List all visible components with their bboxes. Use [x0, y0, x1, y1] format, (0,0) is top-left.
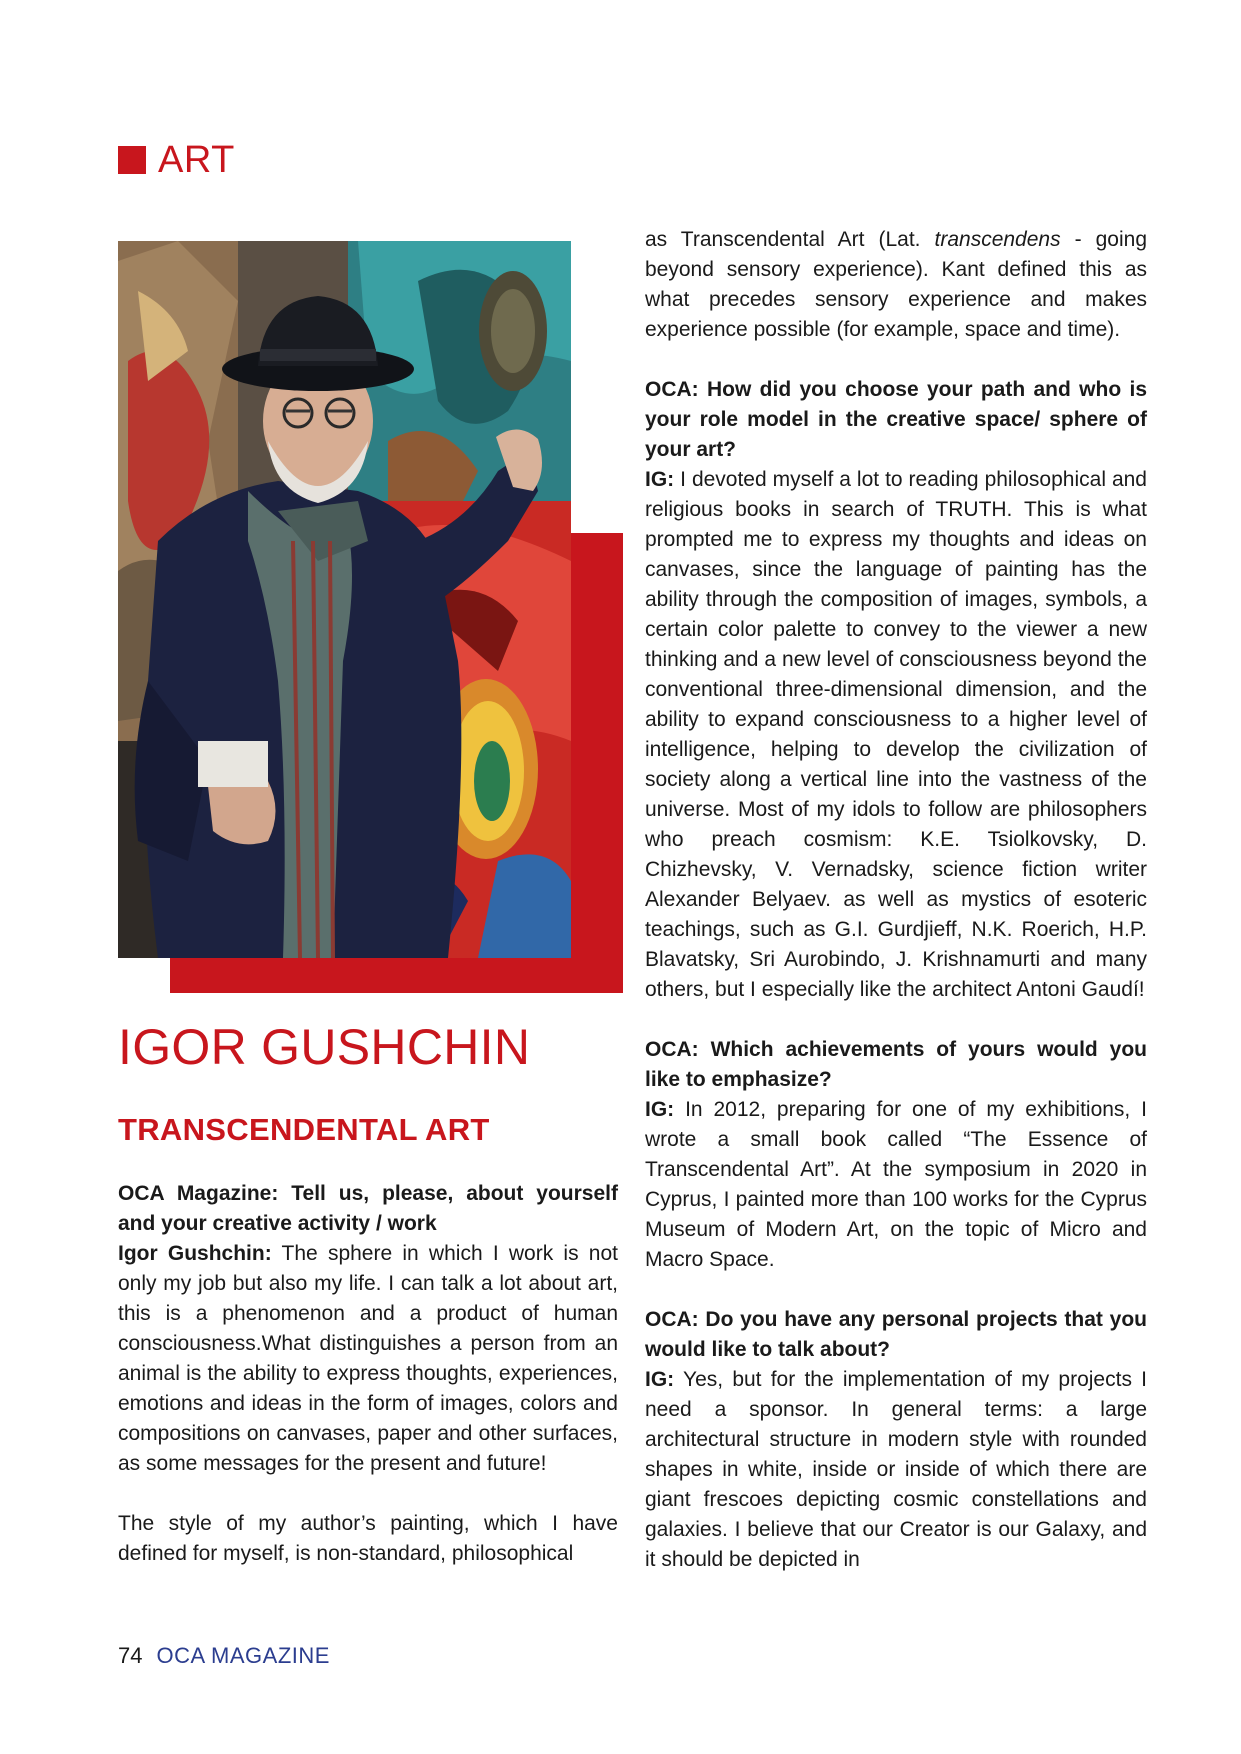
question-3: OCA: Which achievements of yours would you like to emphasize?	[645, 1038, 1147, 1091]
answer-4-text: Yes, but for the implementation of my projects I need a sponsor. In general terms: a large architectural structure in modern style with rounded shapes in white, inside or inside of which there are giant frescoes depicting cosmic constellations and galaxies. I believe that our Creator is our Galaxy, and it should be depicted in	[645, 1368, 1147, 1571]
left-column	[118, 1179, 618, 1569]
section-square-icon	[118, 146, 146, 174]
section-label: ART	[158, 139, 235, 181]
question-1: OCA Magazine: Tell us, please, about yourself and your creative activity / work	[118, 1182, 618, 1235]
question-2: OCA: How did you choose your path and who is your role model in the creative space/ sphere of your art?	[645, 378, 1147, 461]
paragraph-style: The style of my author’s painting, which I have defined for myself, is non-standard, philosophical	[118, 1512, 618, 1565]
answer-1-speaker: Igor Gushchin:	[118, 1242, 272, 1265]
paragraph-gap	[118, 1479, 618, 1509]
magazine-name: OCA MAGAZINE	[156, 1643, 330, 1668]
page-number: 74	[118, 1643, 143, 1668]
answer-3-text: In 2012, preparing for one of my exhibitions, I wrote a small book called “The Essence of Transcendental Art”. At the symposium in 2020 in Cyprus, I painted more than 100 works for the Cyprus Museum of Modern Art, on the topic of Micro and Macro Space.	[645, 1098, 1147, 1271]
paragraph-transcendental: as Transcendental Art (Lat. transcendens - going beyond sensory experience). Kant defined this as what precedes sensory experience and makes experience possible (for example, space and time).	[645, 228, 1148, 341]
answer-4-speaker: IG:	[645, 1368, 675, 1391]
portrait-figure	[118, 241, 623, 993]
latin-term: transcendens	[934, 228, 1061, 251]
answer-3-speaker: IG:	[645, 1098, 675, 1121]
page-footer	[118, 1641, 330, 1671]
paragraph-gap	[645, 1275, 1147, 1305]
right-column	[645, 225, 1147, 1575]
answer-2-text: I devoted myself a lot to reading philosophical and religious books in search of TRUTH. This is what prompted me to express my thoughts and ideas on canvases, since the language of painting has the ability through the composition of images, symbols, a certain color palette to convey to the viewer a new thinking and a new level of consciousness beyond the conventional three-dimensional dimension, and the ability to expand consciousness to a higher level of intelligence, helping to develop the civilization of society along a vertical line into the vastness of the universe. Most of my idols to follow are philosophers who preach cosmism: K.E. Tsiolkovsky, D. Chizhevsky, V. Vernadsky, science fiction writer Alexander Belyaev. as well as mystics of esoteric teachings, such as G.I. Gurdjieff, N.K. Roerich, H.P. Blavatsky, Sri Aurobindo, J. Krishnamurti and many others, but I especially like the architect Antoni Gaudí!	[645, 468, 1147, 1001]
section-tag	[118, 140, 235, 180]
answer-1	[118, 1239, 618, 1479]
question-4: OCA: Do you have any personal projects that you would like to talk about?	[645, 1308, 1147, 1361]
answer-3	[645, 1095, 1147, 1275]
article-subheadline: TRANSCENDENTAL ART	[118, 1112, 490, 1147]
answer-2-speaker: IG:	[645, 468, 675, 491]
paragraph-gap	[645, 1005, 1147, 1035]
portrait-photo	[118, 241, 571, 958]
answer-1-text: The sphere in which I work is not only my job but also my life. I can talk a lot about art, this is a phenomenon and a product of human consciousness.What distinguishes a person from an animal is the ability to express thoughts, experiences, emotions and ideas in the form of images, colors and compositions on canvases, paper and other surfaces, as some messages for the present and future!	[118, 1242, 619, 1475]
article-headline: IGOR GUSHCHIN	[118, 1019, 531, 1075]
answer-2	[645, 465, 1147, 1005]
paragraph-gap	[645, 345, 1147, 375]
answer-4	[645, 1365, 1147, 1575]
